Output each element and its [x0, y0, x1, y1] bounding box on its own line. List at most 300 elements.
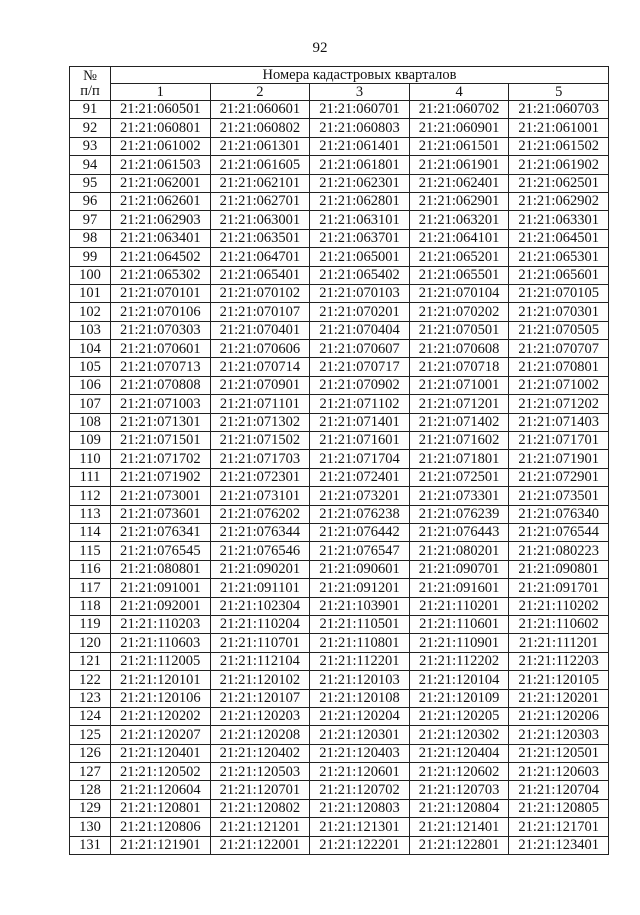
cadastral-number-cell: 21:21:120201	[509, 689, 609, 707]
cadastral-number-cell: 21:21:070717	[310, 358, 410, 376]
cadastral-number-cell: 21:21:070404	[310, 321, 410, 339]
cadastral-number-cell: 21:21:063501	[210, 229, 310, 247]
cadastral-number-cell: 21:21:061801	[310, 156, 410, 174]
row-number-cell: 116	[70, 560, 111, 578]
row-number-cell: 117	[70, 579, 111, 597]
cadastral-number-cell: 21:21:070303	[111, 321, 211, 339]
cadastral-number-cell: 21:21:071401	[310, 413, 410, 431]
table-row	[70, 395, 609, 413]
column-number-header: 1	[111, 84, 211, 101]
cadastral-number-cell: 21:21:071003	[111, 395, 211, 413]
cadastral-number-cell: 21:21:112104	[210, 652, 310, 670]
row-number-cell: 109	[70, 432, 111, 450]
cadastral-quarters-table	[69, 66, 609, 855]
table-row	[70, 487, 609, 505]
cadastral-number-cell: 21:21:120801	[111, 799, 211, 817]
cadastral-number-cell: 21:21:061002	[111, 137, 211, 155]
cadastral-number-cell: 21:21:076202	[210, 505, 310, 523]
row-number-cell: 97	[70, 211, 111, 229]
cadastral-number-cell: 21:21:120803	[310, 799, 410, 817]
cadastral-number-cell: 21:21:065402	[310, 266, 410, 284]
table-row	[70, 615, 609, 633]
table-row	[70, 432, 609, 450]
table-row	[70, 634, 609, 652]
cadastral-number-cell: 21:21:061501	[409, 137, 509, 155]
cadastral-number-cell: 21:21:065301	[509, 248, 609, 266]
cadastral-number-cell: 21:21:121201	[210, 818, 310, 836]
cadastral-number-cell: 21:21:064701	[210, 248, 310, 266]
cadastral-number-cell: 21:21:076340	[509, 505, 609, 523]
cadastral-number-cell: 21:21:061605	[210, 156, 310, 174]
cadastral-number-cell: 21:21:120205	[409, 707, 509, 725]
table-row	[70, 542, 609, 560]
cadastral-number-cell: 21:21:071704	[310, 450, 410, 468]
cadastral-number-cell: 21:21:060703	[509, 101, 609, 119]
table-row	[70, 652, 609, 670]
cadastral-number-cell: 21:21:070718	[409, 358, 509, 376]
cadastral-number-cell: 21:21:071001	[409, 376, 509, 394]
cadastral-number-cell: 21:21:120202	[111, 707, 211, 725]
cadastral-number-cell: 21:21:110202	[509, 597, 609, 615]
cadastral-number-cell: 21:21:071101	[210, 395, 310, 413]
table-row	[70, 413, 609, 431]
cadastral-number-cell: 21:21:076547	[310, 542, 410, 560]
cadastral-number-cell: 21:21:090801	[509, 560, 609, 578]
cadastral-number-cell: 21:21:063301	[509, 211, 609, 229]
row-number-cell: 110	[70, 450, 111, 468]
cadastral-number-cell: 21:21:072901	[509, 468, 609, 486]
cadastral-number-cell: 21:21:120103	[310, 671, 410, 689]
cadastral-number-cell: 21:21:091101	[210, 579, 310, 597]
table-row	[70, 340, 609, 358]
cadastral-number-cell: 21:21:120501	[509, 744, 609, 762]
cadastral-number-cell: 21:21:062901	[409, 192, 509, 210]
cadastral-number-cell: 21:21:070707	[509, 340, 609, 358]
table-row	[70, 376, 609, 394]
cadastral-number-cell: 21:21:080201	[409, 542, 509, 560]
cadastral-number-cell: 21:21:063001	[210, 211, 310, 229]
cadastral-number-cell: 21:21:072401	[310, 468, 410, 486]
cadastral-number-cell: 21:21:070801	[509, 358, 609, 376]
row-number-cell: 130	[70, 818, 111, 836]
row-number-cell: 129	[70, 799, 111, 817]
cadastral-number-cell: 21:21:110602	[509, 615, 609, 633]
cadastral-number-cell: 21:21:120102	[210, 671, 310, 689]
row-number-cell: 119	[70, 615, 111, 633]
cadastral-number-cell: 21:21:120806	[111, 818, 211, 836]
table-row	[70, 174, 609, 192]
cadastral-number-cell: 21:21:122801	[409, 836, 509, 854]
cadastral-number-cell: 21:21:070105	[509, 284, 609, 302]
cadastral-number-cell: 21:21:071402	[409, 413, 509, 431]
cadastral-number-cell: 21:21:070101	[111, 284, 211, 302]
cadastral-number-cell: 21:21:062601	[111, 192, 211, 210]
cadastral-number-cell: 21:21:103901	[310, 597, 410, 615]
cadastral-number-cell: 21:21:090601	[310, 560, 410, 578]
cadastral-number-cell: 21:21:060803	[310, 119, 410, 137]
cadastral-number-cell: 21:21:076238	[310, 505, 410, 523]
cadastral-number-cell: 21:21:065201	[409, 248, 509, 266]
table-row	[70, 358, 609, 376]
table-row	[70, 468, 609, 486]
cadastral-number-cell: 21:21:063401	[111, 229, 211, 247]
cadastral-number-cell: 21:21:071901	[509, 450, 609, 468]
cadastral-number-cell: 21:21:073501	[509, 487, 609, 505]
cadastral-number-cell: 21:21:061503	[111, 156, 211, 174]
cadastral-number-cell: 21:21:071202	[509, 395, 609, 413]
cadastral-number-cell: 21:21:110801	[310, 634, 410, 652]
cadastral-number-cell: 21:21:121301	[310, 818, 410, 836]
cadastral-number-cell: 21:21:060802	[210, 119, 310, 137]
cadastral-number-cell: 21:21:076544	[509, 523, 609, 541]
cadastral-number-cell: 21:21:121701	[509, 818, 609, 836]
table-row	[70, 284, 609, 302]
table-row	[70, 781, 609, 799]
row-number-cell: 112	[70, 487, 111, 505]
cadastral-number-cell: 21:21:120401	[111, 744, 211, 762]
cadastral-number-cell: 21:21:092001	[111, 597, 211, 615]
row-number-cell: 114	[70, 523, 111, 541]
cadastral-number-cell: 21:21:120109	[409, 689, 509, 707]
row-number-cell: 121	[70, 652, 111, 670]
column-number-header: 2	[210, 84, 310, 101]
cadastral-number-cell: 21:21:073001	[111, 487, 211, 505]
cadastral-number-cell: 21:21:120802	[210, 799, 310, 817]
cadastral-number-cell: 21:21:060702	[409, 101, 509, 119]
table-row	[70, 523, 609, 541]
cadastral-number-cell: 21:21:060701	[310, 101, 410, 119]
table-row	[70, 597, 609, 615]
row-number-cell: 127	[70, 763, 111, 781]
cadastral-number-cell: 21:21:071102	[310, 395, 410, 413]
row-number-cell: 115	[70, 542, 111, 560]
cadastral-number-cell: 21:21:071002	[509, 376, 609, 394]
table-row	[70, 726, 609, 744]
column-number-header: 4	[409, 84, 509, 101]
cadastral-number-cell: 21:21:070104	[409, 284, 509, 302]
cadastral-number-cell: 21:21:110603	[111, 634, 211, 652]
cadastral-number-cell: 21:21:120604	[111, 781, 211, 799]
cadastral-number-cell: 21:21:120701	[210, 781, 310, 799]
cadastral-number-cell: 21:21:061301	[210, 137, 310, 155]
cadastral-number-cell: 21:21:071403	[509, 413, 609, 431]
cadastral-number-cell: 21:21:120301	[310, 726, 410, 744]
cadastral-number-cell: 21:21:076341	[111, 523, 211, 541]
cadastral-number-cell: 21:21:071502	[210, 432, 310, 450]
cadastral-number-cell: 21:21:120503	[210, 763, 310, 781]
cadastral-number-cell: 21:21:120208	[210, 726, 310, 744]
cadastral-number-cell: 21:21:120805	[509, 799, 609, 817]
cadastral-number-cell: 21:21:123401	[509, 836, 609, 854]
row-number-cell: 111	[70, 468, 111, 486]
table-row	[70, 689, 609, 707]
cadastral-number-cell: 21:21:120704	[509, 781, 609, 799]
cadastral-number-cell: 21:21:062903	[111, 211, 211, 229]
cadastral-number-cell: 21:21:120104	[409, 671, 509, 689]
cadastral-number-cell: 21:21:120105	[509, 671, 609, 689]
cadastral-number-cell: 21:21:065501	[409, 266, 509, 284]
cadastral-number-cell: 21:21:120107	[210, 689, 310, 707]
row-number-cell: 128	[70, 781, 111, 799]
cadastral-number-cell: 21:21:122201	[310, 836, 410, 854]
cadastral-number-cell: 21:21:061001	[509, 119, 609, 137]
table-row	[70, 156, 609, 174]
cadastral-number-cell: 21:21:071302	[210, 413, 310, 431]
cadastral-number-cell: 21:21:080223	[509, 542, 609, 560]
cadastral-number-cell: 21:21:071703	[210, 450, 310, 468]
table-row	[70, 744, 609, 762]
cadastral-number-cell: 21:21:120302	[409, 726, 509, 744]
cadastral-number-cell: 21:21:070608	[409, 340, 509, 358]
table-row	[70, 450, 609, 468]
cadastral-number-cell: 21:21:111201	[509, 634, 609, 652]
cadastral-number-cell: 21:21:073301	[409, 487, 509, 505]
cadastral-number-cell: 21:21:120702	[310, 781, 410, 799]
cadastral-number-cell: 21:21:070606	[210, 340, 310, 358]
cadastral-number-cell: 21:21:062401	[409, 174, 509, 192]
row-number-cell: 102	[70, 303, 111, 321]
cadastral-number-cell: 21:21:090701	[409, 560, 509, 578]
cadastral-number-cell: 21:21:110201	[409, 597, 509, 615]
table-row	[70, 560, 609, 578]
cadastral-number-cell: 21:21:060501	[111, 101, 211, 119]
table-row	[70, 763, 609, 781]
table-row	[70, 505, 609, 523]
cadastral-number-cell: 21:21:076546	[210, 542, 310, 560]
cadastral-number-cell: 21:21:091201	[310, 579, 410, 597]
cadastral-number-cell: 21:21:120502	[111, 763, 211, 781]
cadastral-number-cell: 21:21:110204	[210, 615, 310, 633]
cadastral-number-cell: 21:21:121401	[409, 818, 509, 836]
row-number-cell: 122	[70, 671, 111, 689]
cadastral-number-cell: 21:21:072301	[210, 468, 310, 486]
column-number-header: 3	[310, 84, 410, 101]
table-row	[70, 137, 609, 155]
cadastral-number-cell: 21:21:071801	[409, 450, 509, 468]
cadastral-number-cell: 21:21:121901	[111, 836, 211, 854]
row-number-cell: 124	[70, 707, 111, 725]
row-number-cell: 96	[70, 192, 111, 210]
cadastral-number-cell: 21:21:070401	[210, 321, 310, 339]
cadastral-number-cell: 21:21:120303	[509, 726, 609, 744]
row-number-cell: 99	[70, 248, 111, 266]
cadastral-number-cell: 21:21:073201	[310, 487, 410, 505]
cadastral-number-cell: 21:21:062301	[310, 174, 410, 192]
table-row	[70, 229, 609, 247]
cadastral-number-cell: 21:21:070201	[310, 303, 410, 321]
cadastral-number-cell: 21:21:060601	[210, 101, 310, 119]
cadastral-number-cell: 21:21:102304	[210, 597, 310, 615]
table-row	[70, 579, 609, 597]
table-row	[70, 119, 609, 137]
cadastral-number-cell: 21:21:061902	[509, 156, 609, 174]
cadastral-number-cell: 21:21:062701	[210, 192, 310, 210]
row-number-cell: 103	[70, 321, 111, 339]
cadastral-number-cell: 21:21:120601	[310, 763, 410, 781]
cadastral-number-cell: 21:21:071602	[409, 432, 509, 450]
cadastral-number-cell: 21:21:064501	[509, 229, 609, 247]
cadastral-number-cell: 21:21:070102	[210, 284, 310, 302]
cadastral-number-cell: 21:21:065601	[509, 266, 609, 284]
cadastral-number-cell: 21:21:112005	[111, 652, 211, 670]
cadastral-number-cell: 21:21:120804	[409, 799, 509, 817]
cadastral-number-cell: 21:21:063101	[310, 211, 410, 229]
cadastral-number-cell: 21:21:071301	[111, 413, 211, 431]
cadastral-number-cell: 21:21:120404	[409, 744, 509, 762]
cadastral-number-cell: 21:21:112203	[509, 652, 609, 670]
table-row	[70, 266, 609, 284]
cadastral-number-cell: 21:21:061901	[409, 156, 509, 174]
cadastral-number-cell: 21:21:064101	[409, 229, 509, 247]
table-row	[70, 192, 609, 210]
table-row	[70, 303, 609, 321]
cadastral-number-cell: 21:21:070107	[210, 303, 310, 321]
row-number-header-bottom: п/п	[80, 82, 100, 99]
cadastral-number-cell: 21:21:061502	[509, 137, 609, 155]
row-number-cell: 113	[70, 505, 111, 523]
row-number-cell: 98	[70, 229, 111, 247]
cadastral-number-cell: 21:21:120207	[111, 726, 211, 744]
cadastral-number-cell: 21:21:091701	[509, 579, 609, 597]
cadastral-number-cell: 21:21:120106	[111, 689, 211, 707]
cadastral-number-cell: 21:21:120703	[409, 781, 509, 799]
cadastral-number-cell: 21:21:076443	[409, 523, 509, 541]
cadastral-number-cell: 21:21:091601	[409, 579, 509, 597]
table-row	[70, 101, 609, 119]
row-number-cell: 93	[70, 137, 111, 155]
cadastral-number-cell: 21:21:062902	[509, 192, 609, 210]
cadastral-number-cell: 21:21:110901	[409, 634, 509, 652]
table-row	[70, 211, 609, 229]
table-row	[70, 671, 609, 689]
cadastral-number-cell: 21:21:112201	[310, 652, 410, 670]
table-body	[70, 101, 609, 855]
cadastral-number-cell: 21:21:070501	[409, 321, 509, 339]
page-number: 92	[312, 40, 328, 56]
row-number-cell: 94	[70, 156, 111, 174]
table-row	[70, 818, 609, 836]
cadastral-number-cell: 21:21:061401	[310, 137, 410, 155]
cadastral-number-cell: 21:21:071702	[111, 450, 211, 468]
cadastral-number-cell: 21:21:070301	[509, 303, 609, 321]
cadastral-number-cell: 21:21:070901	[210, 376, 310, 394]
cadastral-number-cell: 21:21:070713	[111, 358, 211, 376]
cadastral-number-cell: 21:21:120203	[210, 707, 310, 725]
cadastral-number-cell: 21:21:070808	[111, 376, 211, 394]
cadastral-number-cell: 21:21:120206	[509, 707, 609, 725]
cadastral-number-cell: 21:21:070505	[509, 321, 609, 339]
cadastral-number-cell: 21:21:065001	[310, 248, 410, 266]
cadastral-number-cell: 21:21:110501	[310, 615, 410, 633]
cadastral-number-cell: 21:21:091001	[111, 579, 211, 597]
cadastral-number-cell: 21:21:070601	[111, 340, 211, 358]
cadastral-number-cell: 21:21:064502	[111, 248, 211, 266]
cadastral-number-cell: 21:21:110203	[111, 615, 211, 633]
row-number-cell: 120	[70, 634, 111, 652]
cadastral-number-cell: 21:21:090201	[210, 560, 310, 578]
row-number-cell: 118	[70, 597, 111, 615]
cadastral-number-cell: 21:21:076344	[210, 523, 310, 541]
cadastral-number-cell: 21:21:110601	[409, 615, 509, 633]
row-number-cell: 101	[70, 284, 111, 302]
cadastral-number-cell: 21:21:120602	[409, 763, 509, 781]
table-row	[70, 248, 609, 266]
cadastral-number-cell: 21:21:062101	[210, 174, 310, 192]
cadastral-number-cell: 21:21:110701	[210, 634, 310, 652]
table-header	[70, 67, 609, 101]
cadastral-number-cell: 21:21:065302	[111, 266, 211, 284]
row-number-cell: 91	[70, 101, 111, 119]
cadastral-number-cell: 21:21:071201	[409, 395, 509, 413]
cadastral-number-cell: 21:21:120101	[111, 671, 211, 689]
row-number-cell: 107	[70, 395, 111, 413]
row-number-cell: 131	[70, 836, 111, 854]
cadastral-number-cell: 21:21:076545	[111, 542, 211, 560]
cadastral-number-cell: 21:21:060801	[111, 119, 211, 137]
row-number-cell: 125	[70, 726, 111, 744]
table-row	[70, 836, 609, 854]
cadastral-number-cell: 21:21:122001	[210, 836, 310, 854]
cadastral-number-cell: 21:21:071601	[310, 432, 410, 450]
cadastral-number-cell: 21:21:112202	[409, 652, 509, 670]
cadastral-number-cell: 21:21:120108	[310, 689, 410, 707]
table-row	[70, 321, 609, 339]
table-row	[70, 799, 609, 817]
column-number-header: 5	[509, 84, 609, 101]
cadastral-number-cell: 21:21:070106	[111, 303, 211, 321]
row-number-header-top: №	[83, 68, 97, 84]
cadastral-number-cell: 21:21:070103	[310, 284, 410, 302]
cadastral-number-cell: 21:21:070714	[210, 358, 310, 376]
row-number-cell: 104	[70, 340, 111, 358]
cadastral-number-cell: 21:21:070902	[310, 376, 410, 394]
cadastral-number-cell: 21:21:076442	[310, 523, 410, 541]
cadastral-number-cell: 21:21:080801	[111, 560, 211, 578]
cadastral-number-cell: 21:21:076239	[409, 505, 509, 523]
cadastral-number-cell: 21:21:120402	[210, 744, 310, 762]
row-number-cell: 108	[70, 413, 111, 431]
cadastral-number-cell: 21:21:120603	[509, 763, 609, 781]
cadastral-number-cell: 21:21:063701	[310, 229, 410, 247]
row-number-cell: 106	[70, 376, 111, 394]
quarters-group-header: Номера кадастровых кварталов	[111, 67, 609, 84]
row-number-cell: 126	[70, 744, 111, 762]
cadastral-number-cell: 21:21:073101	[210, 487, 310, 505]
row-number-cell: 100	[70, 266, 111, 284]
cadastral-number-cell: 21:21:120204	[310, 707, 410, 725]
row-number-cell: 92	[70, 119, 111, 137]
cadastral-number-cell: 21:21:065401	[210, 266, 310, 284]
cadastral-number-cell: 21:21:072501	[409, 468, 509, 486]
cadastral-number-cell: 21:21:120403	[310, 744, 410, 762]
row-number-cell: 105	[70, 358, 111, 376]
cadastral-number-cell: 21:21:071902	[111, 468, 211, 486]
cadastral-number-cell: 21:21:070607	[310, 340, 410, 358]
row-number-cell: 95	[70, 174, 111, 192]
cadastral-number-cell: 21:21:071701	[509, 432, 609, 450]
cadastral-number-cell: 21:21:070202	[409, 303, 509, 321]
cadastral-number-cell: 21:21:073601	[111, 505, 211, 523]
cadastral-number-cell: 21:21:062501	[509, 174, 609, 192]
row-number-cell: 123	[70, 689, 111, 707]
cadastral-number-cell: 21:21:063201	[409, 211, 509, 229]
cadastral-number-cell: 21:21:060901	[409, 119, 509, 137]
row-number-header	[70, 67, 111, 101]
cadastral-number-cell: 21:21:062801	[310, 192, 410, 210]
cadastral-number-cell: 21:21:071501	[111, 432, 211, 450]
cadastral-number-cell: 21:21:062001	[111, 174, 211, 192]
table-row	[70, 707, 609, 725]
